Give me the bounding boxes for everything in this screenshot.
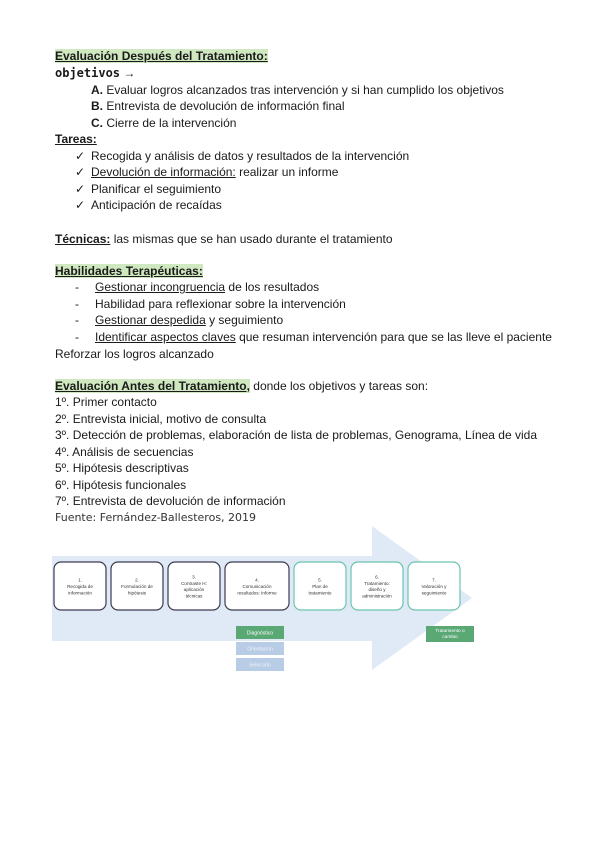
habilidad-text: Habilidad para reflexionar sobre la intervención [95, 297, 346, 311]
task-item [75, 164, 338, 180]
process-box-label: administración [362, 593, 392, 599]
tecnicas-label: Técnicas: [55, 232, 111, 246]
tareas-label: Tareas: [55, 132, 97, 146]
objective-letter: C. [91, 116, 103, 130]
check-icon: ✓ [75, 182, 86, 196]
process-box-label: Valoración y [421, 584, 447, 589]
objective-b [91, 98, 344, 114]
task-text: Planificar el seguimiento [91, 182, 222, 196]
habilidad-underlined: Identificar aspectos claves [95, 330, 236, 344]
check-icon: ✓ [75, 149, 86, 163]
step-text: 7º. Entrevista de devolución de información [55, 494, 286, 508]
process-box-label: Comunicación [242, 584, 272, 589]
dash-bullet: - [75, 313, 79, 327]
source-text: Fuente: Fernández-Ballesteros, 2019 [55, 511, 257, 524]
step-item [55, 394, 157, 410]
process-box-label: resultados: Informe [237, 590, 277, 596]
step-text: 1º. Primer contacto [55, 395, 157, 409]
habilidad-item [75, 296, 346, 312]
process-tag-label: Selección [249, 662, 271, 669]
process-box-3 [168, 562, 220, 610]
process-box-label: hipótesis [127, 590, 147, 596]
habilidad-item [75, 329, 552, 345]
process-box-label: Recogida de [67, 584, 93, 589]
task-item [75, 181, 221, 197]
habilidades-heading [55, 263, 203, 279]
task-item [75, 197, 222, 213]
objective-letter: B. [91, 99, 103, 113]
process-tag-3 [236, 658, 284, 671]
step-text: 2º. Entrevista inicial, motivo de consulta [55, 412, 267, 426]
process-box-number: 2. [135, 577, 139, 583]
process-box-label: aplicación [183, 587, 205, 593]
closing-text: Reforzar los logros alcanzado [55, 347, 214, 361]
task-underlined: Devolución de información: [91, 165, 236, 179]
process-box-number: 7. [432, 577, 436, 583]
task-item [75, 148, 409, 164]
process-box-label: técnicas [185, 593, 203, 599]
process-box-5 [294, 562, 346, 610]
process-box-number: 5. [318, 577, 322, 583]
process-tag-label: Orientación [247, 646, 273, 653]
step-item [55, 444, 193, 460]
step-item [55, 493, 286, 509]
after-title-text: Evaluación Después del Tratamiento: [55, 49, 268, 63]
dash-bullet: - [75, 330, 79, 344]
habilidades-title: Habilidades Terapéuticas: [55, 264, 203, 278]
step-item [55, 477, 186, 493]
process-tag-1 [236, 626, 284, 639]
step-item [55, 427, 537, 443]
step-text: 6º. Hipótesis funcionales [55, 478, 187, 492]
process-box-7 [408, 562, 460, 610]
before-title-rest: donde los objetivos y tareas son: [249, 379, 429, 393]
habilidad-text: y seguimiento [205, 313, 284, 327]
tecnicas-line [55, 231, 393, 247]
dash-bullet: - [75, 280, 79, 294]
habilidad-item [75, 312, 283, 328]
before-title [55, 378, 428, 394]
habilidad-item [75, 279, 319, 295]
process-box-4 [225, 562, 289, 610]
dash-bullet: - [75, 297, 79, 311]
process-box-6 [351, 562, 403, 610]
process-box-frame [351, 562, 403, 610]
process-box-number: 1. [78, 577, 82, 583]
process-box-label: seguimiento [421, 590, 447, 596]
process-box-label: información [68, 590, 92, 596]
objective-text: Evaluar logros alcanzados tras intervención y si han cumplido los objetivos [106, 83, 504, 97]
step-text: 5º. Hipótesis descriptivas [55, 461, 189, 475]
after-title [55, 48, 268, 64]
habilidad-text: de los resultados [225, 280, 320, 294]
arrow-right-icon: → [123, 66, 136, 80]
process-tag-label: Diagnóstico [246, 630, 274, 637]
process-box-number: 6. [375, 574, 379, 580]
process-box-label: Plan de [312, 584, 328, 589]
objetivos-heading [55, 65, 135, 81]
process-tag-label: cambio [442, 635, 458, 640]
check-icon: ✓ [75, 165, 86, 179]
process-box-label: Contraste H: [181, 580, 207, 586]
habilidad-text: que resuman intervención para que se las lleve el paciente [235, 330, 552, 344]
task-text: realizar un informe [235, 165, 339, 179]
step-item [55, 411, 266, 427]
tecnicas-text: las mismas que se han usado durante el tratamiento [110, 232, 393, 246]
check-icon: ✓ [75, 198, 86, 212]
source-caption [55, 510, 256, 526]
step-text: 3º. Detección de problemas, elaboración de lista de problemas, Genograma, Línea de vida [55, 428, 538, 442]
before-title-text: Evaluación Antes del Tratamiento, [55, 379, 250, 393]
step-item [55, 460, 189, 476]
habilidades-closing [55, 346, 214, 362]
process-boxes [54, 562, 460, 610]
objetivos-label: objetivos [55, 66, 121, 80]
process-box-label: Formulación de [121, 584, 153, 589]
process-box-2 [111, 562, 163, 610]
task-text: Recogida y análisis de datos y resultados de la intervención [91, 149, 410, 163]
process-box-number: 3. [192, 574, 196, 580]
process-diagram [52, 526, 562, 676]
objective-letter: A. [91, 83, 103, 97]
process-box-label: tratamiento [308, 590, 332, 596]
habilidad-underlined: Gestionar despedida [95, 313, 206, 327]
process-box-label: Tratamiento: [364, 580, 390, 586]
objective-c [91, 115, 236, 131]
habilidad-underlined: Gestionar incongruencia [95, 280, 226, 294]
process-box-label: diseño y [368, 587, 386, 593]
objective-a [91, 82, 504, 98]
process-box-1 [54, 562, 106, 610]
process-box-frame [168, 562, 220, 610]
process-tag-right [426, 626, 474, 642]
tareas-heading [55, 131, 97, 147]
objective-text: Cierre de la intervención [106, 116, 237, 130]
process-box-number: 4. [255, 577, 259, 583]
process-tag-2 [236, 642, 284, 655]
objective-text: Entrevista de devolución de información final [106, 99, 345, 113]
process-tag-label: Tratamiento o [435, 629, 465, 634]
step-text: 4º. Análisis de secuencias [55, 445, 194, 459]
task-text: Anticipación de recaídas [91, 198, 222, 212]
